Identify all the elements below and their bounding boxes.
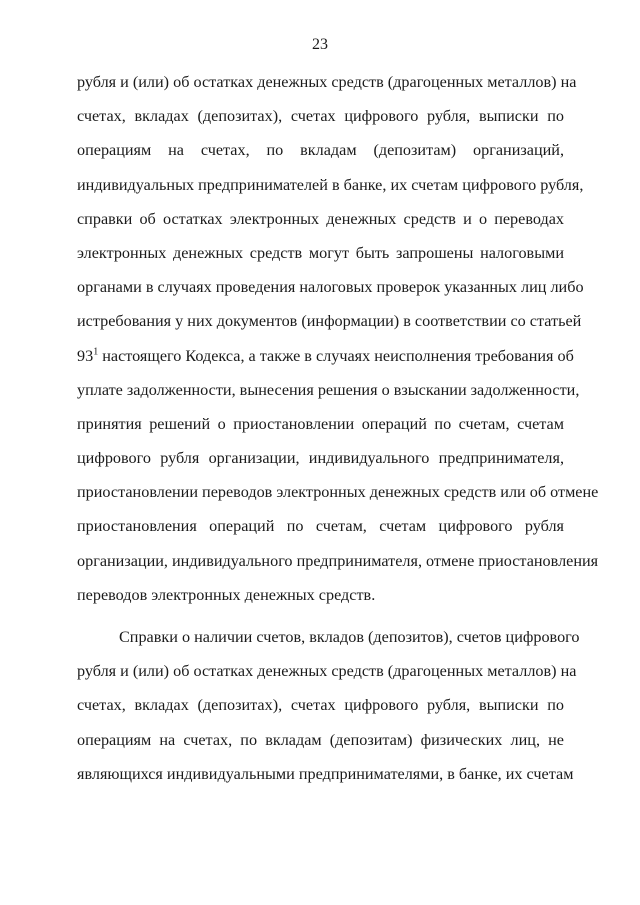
text-line: приостановлении переводов электронных денежных средств или об отмене	[77, 483, 599, 502]
page-number: 23	[312, 36, 328, 53]
text-line: цифрового рубля организации, индивидуального предпринимателя,	[77, 449, 564, 468]
text-line: принятия решений о приостановлении операций по счетам, счетам	[77, 414, 564, 433]
article-superscript: 1	[93, 346, 99, 358]
document-body	[77, 65, 599, 791]
text-line	[77, 339, 574, 373]
text-line: Справки о наличии счетов, вкладов (депозитов), счетов цифрового	[119, 628, 580, 646]
paragraph-gap	[77, 612, 564, 620]
text-line: операциям на счетах, по вкладам (депозитам) организаций,	[77, 141, 564, 160]
text-line: справки об остатках электронных денежных средств и о переводах	[77, 209, 564, 228]
text-line: счетах, вкладах (депозитах), счетах цифрового рубля, выписки по	[77, 107, 564, 126]
text-line: рубля и (или) об остатках денежных средств (драгоценных металлов) на	[77, 73, 577, 91]
text-line: электронных денежных средств могут быть запрошены налоговыми	[77, 243, 564, 262]
paragraph-2	[77, 620, 580, 791]
article-number: 93	[77, 346, 94, 365]
text-line: операциям на счетах, по вкладам (депозитам) физических лиц, не	[77, 730, 564, 749]
text-line: уплате задолженности, вынесения решения о взыскании задолженности,	[77, 380, 580, 399]
text-line: рубля и (или) об остатках денежных средств (драгоценных металлов) на	[77, 662, 577, 681]
text-line: приостановления операций по счетам, счетам цифрового рубля	[77, 517, 564, 536]
text-line: счетах, вкладах (депозитах), счетах цифрового рубля, выписки по	[77, 696, 564, 715]
text-line: переводов электронных денежных средств.	[77, 585, 376, 604]
text-line: являющихся индивидуальными предпринимателями, в банке, их счетам	[77, 764, 574, 783]
text-line: организации, индивидуального предпринимателя, отмене приостановления	[77, 551, 599, 570]
paragraph-1	[77, 65, 599, 612]
text-line: истребования у них документов (информации) в соответствии со статьей	[77, 312, 582, 331]
text-line: органами в случаях проведения налоговых проверок указанных лиц либо	[77, 278, 584, 297]
text-line: индивидуальных предпринимателей в банке, их счетам цифрового рубля,	[77, 175, 584, 194]
text-line-rest: настоящего Кодекса, а также в случаях неисполнения требования об	[98, 346, 574, 365]
